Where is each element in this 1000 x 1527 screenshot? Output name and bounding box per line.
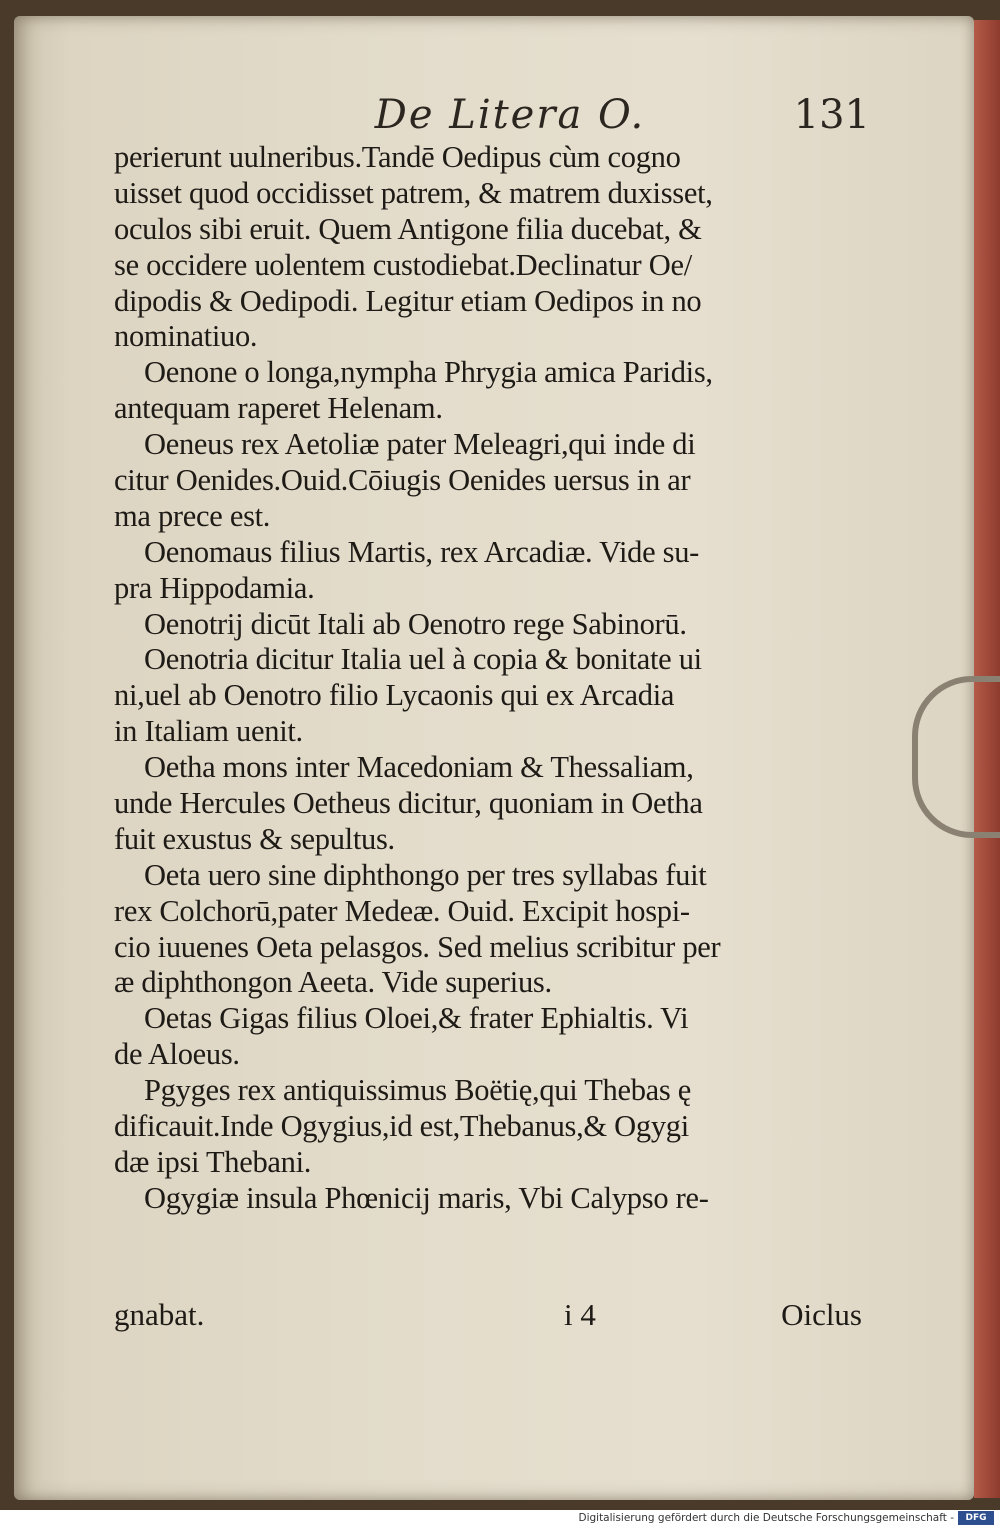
- catchword: Oiclus: [781, 1297, 862, 1332]
- text-line: se occidere uolentem custodiebat.Declinatur Oe/: [114, 247, 692, 282]
- text-line: Oetha mons inter Macedoniam & Thessaliam,: [144, 750, 694, 785]
- text-line: unde Hercules Oetheus dicitur, quoniam in Oetha: [114, 786, 703, 821]
- text-line: oculos sibi eruit. Quem Antigone filia ducebat, &: [114, 211, 702, 246]
- text-line: dificauit.Inde Ogygius,id est,Thebanus,& Ogygi: [114, 1109, 689, 1144]
- page-footer: [114, 1297, 862, 1341]
- clasp-ring: [912, 676, 1000, 838]
- text-line: Oeta uero sine diphthongo per tres syllabas fuit: [144, 857, 707, 892]
- signature-mark: i 4: [564, 1297, 596, 1332]
- text-line: cio iuuenes Oeta pelasgos. Sed melius scribitur per: [114, 929, 721, 964]
- digitization-note: Digitalisierung gefördert durch die Deutsche Forschungsgemeinschaft -: [578, 1512, 954, 1524]
- body-text: [114, 140, 862, 1217]
- text-line: Oenomaus filius Martis, rex Arcadiæ. Vide su-: [144, 534, 700, 569]
- text-line: Oenotria dicitur Italia uel à copia & bonitate ui: [144, 642, 702, 677]
- page-header: [110, 92, 870, 144]
- text-line: Oetas Gigas filius Oloei,& frater Ephialtis. Vi: [144, 1001, 689, 1036]
- text-line: ni,uel ab Oenotro filio Lycaonis qui ex Arcadia: [114, 678, 675, 713]
- dfg-logo: DFG: [958, 1511, 994, 1525]
- text-line: Oenotrij dicūt Itali ab Oenotro rege Sabinorū.: [144, 606, 687, 641]
- text-line: Ogygiæ insula Phœnicij maris, Vbi Calypso re-: [144, 1180, 709, 1215]
- text-line: antequam raperet Helenam.: [114, 391, 443, 426]
- text-line: pra Hippodamia.: [114, 570, 315, 605]
- text-line: uisset quod occidisset patrem, & matrem duxisset,: [114, 175, 713, 210]
- page-number: 131: [793, 92, 870, 138]
- running-title: De Litera O.: [374, 92, 646, 138]
- text-line: ma prece est.: [114, 498, 271, 533]
- text-line: Pgyges rex antiquissimus Boëtię,qui Thebas ę: [144, 1073, 692, 1108]
- text-line: dæ ipsi Thebani.: [114, 1144, 312, 1179]
- text-line: citur Oenides.Ouid.Cōiugis Oenides uersus in ar: [114, 463, 691, 498]
- text-line: rex Colchorū,pater Medeæ. Ouid. Excipit hospi-: [114, 893, 690, 928]
- text-line: dipodis & Oedipodi. Legitur etiam Oedipos in no: [114, 283, 702, 318]
- text-line: nominatiuo.: [114, 319, 258, 354]
- text-line: in Italiam uenit.: [114, 714, 303, 749]
- text-line: fuit exustus & sepultus.: [114, 821, 395, 856]
- text-line: Oeneus rex Aetoliæ pater Meleagri,qui inde di: [144, 427, 696, 462]
- text-line: Oenone o longa,nympha Phrygia amica Paridis,: [144, 355, 713, 390]
- last-line-word: gnabat.: [114, 1297, 205, 1332]
- text-line: de Aloeus.: [114, 1037, 240, 1072]
- text-line: æ diphthongon Aeeta. Vide superius.: [114, 965, 552, 1000]
- text-line: perierunt uulneribus.Tandē Oedipus cùm cogno: [114, 140, 681, 174]
